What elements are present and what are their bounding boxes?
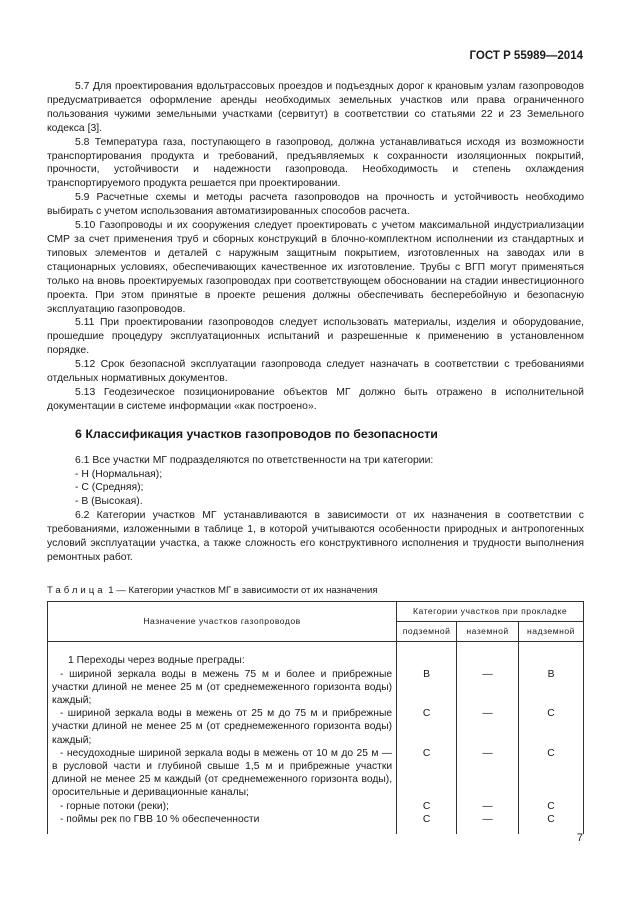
table-row: - поймы рек по ГВВ 10 % обеспеченности С — С <box>48 813 584 834</box>
category-item-n: - Н (Нормальная); <box>75 468 163 480</box>
paragraph-6-2: 6.2 Категории участков МГ устанавливаются в зависимости от их назначения в соответствии с требованиями, изложенными в таблице 1, в которой учитываются особенности природных и антропогенных условий эксплуатации участка, а также сложность его конструктивного исполнения и трудности выполнения ремонтных работ. <box>47 510 584 563</box>
col-header-group: Категории участков при прокладке <box>397 602 584 622</box>
paragraph-6-1: 6.1 Все участки МГ подразделяются по ответственности на три категории: <box>75 454 434 466</box>
col-header-overhead: надземной <box>519 622 584 642</box>
category-item-s: - С (Средняя); <box>75 482 144 494</box>
table-row: - шириной зеркала воды в межень от 25 м до 75 м и прибрежные участки длиной не менее 25 м (от среднемеженного горизонта воды) каждый; С — С <box>48 707 584 747</box>
table-row: - шириной зеркала воды в межень 75 м и более и прибрежные участки длиной не менее 25 м (от среднемеженного горизонта воды) каждый; В — В <box>48 668 584 708</box>
col-header-ground: наземной <box>457 622 519 642</box>
paragraph-5-7: 5.7 Для проектирования вдольтрассовых проездов и подъездных дорог к крановым узлам газопроводов предусматривается оформление аренды необходимых земельных участков или права ограниченного пользования чужими земельными участками (сервитут) в соответствии со статьями 22 и 23 Земельного кодекса [3]. <box>47 81 584 134</box>
document-header: ГОСТ Р 55989—2014 <box>469 50 583 62</box>
page-number: 7 <box>576 832 583 844</box>
document-body <box>47 80 584 565</box>
table-caption: Таблица 1 — Категории участков МГ в зависимости от их назначения <box>47 585 378 596</box>
paragraph-5-9: 5.9 Расчетные схемы и методы расчета газопроводов на прочность и устойчивость необходимо выбирать с учетом использования автоматизированных способов расчета. <box>47 192 584 218</box>
paragraph-5-12: 5.12 Срок безопасной эксплуатации газопровода следует назначать в соответствии с требованиями отдельных нормативных документов. <box>47 359 584 385</box>
paragraph-5-10: 5.10 Газопроводы и их сооружения следует проектировать с учетом максимальной индустриализации СМР за счет применения труб и сборных конструкций в блочно-комплектном исполнении из стандартных и типовых элементов и деталей с наружным защитным покрытием, изготовленных на заводах или в стационарных условиях, обеспечивающих качественное их изготовление. Трубы с ВГП могут применяться только на вновь проектируемых газопроводах при соответствующем обосновании на стадии инвестиционного проекта. При этом принятые в проекте решения должны обеспечивать бесперебойную и безопасную эксплуатацию газопроводов. <box>47 220 584 315</box>
col-header-purpose: Назначение участков газопроводов <box>48 602 397 642</box>
category-item-v: - В (Высокая). <box>75 496 143 508</box>
table-row: - несудоходные шириной зеркала воды в межень от 10 м до 25 м — в русловой части и глубиной свыше 1,5 м и прибрежные участки длиной не менее 25 м каждый (от среднемеженного горизонта воды), оросительные и деривационные каналы; С — С <box>48 747 584 800</box>
categories-table <box>47 601 584 834</box>
paragraph-5-11: 5.11 При проектировании газопроводов следует использовать материалы, изделия и оборудование, прошедшие процедуру эксплуатационных испытаний и разрешенные к применению в установленном порядке. <box>47 317 584 357</box>
paragraph-5-8: 5.8 Температура газа, поступающего в газопровод, должна устанавливаться исходя из возможности транспортирования продукта и требований, предъявляемых к сохранности изоляционных покрытий, прочности, устойчивости и надежности газопровода. Необходимость и степень охлаждения транспортируемого продукта решается при проектировании. <box>47 136 584 190</box>
section-6-title: 6 Классификация участков газопроводов по безопасности <box>75 426 438 441</box>
col-header-underground: подземной <box>397 622 457 642</box>
paragraph-5-13: 5.13 Геодезическое позиционирование объектов МГ должно быть отражено в исполнительной документации в системе информации «как построено». <box>47 386 584 412</box>
table-row: - горные потоки (реки); С — С <box>48 800 584 813</box>
table-row: 1 Переходы через водные преграды: <box>48 642 584 668</box>
